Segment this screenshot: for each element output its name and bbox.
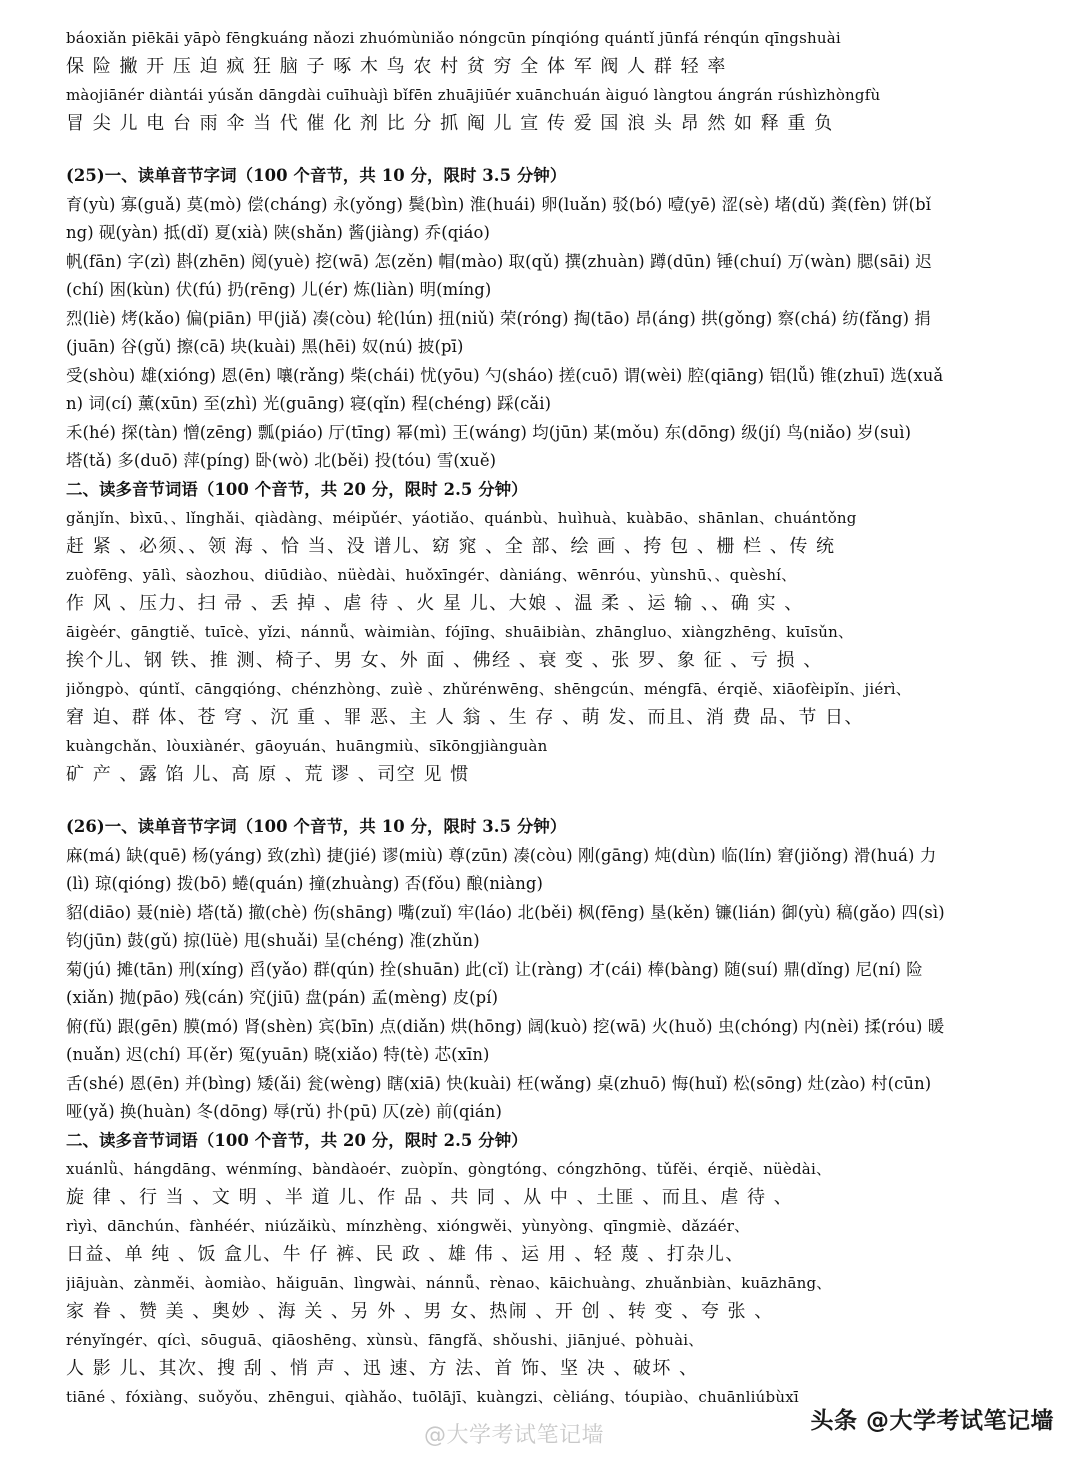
char-line: (xiǎn) 抛(pāo) 残(cán) 究(jiū) 盘(pán) 孟(mèng) 皮(pí) <box>66 988 499 1007</box>
hanzi-line: 旋 律 、行 当 、文 明 、半 道 儿、作 品 、共 同 、从 中 、土匪 、而且、虐 待 、 <box>66 1186 794 1208</box>
char-line: 舌(shé) 恩(ēn) 并(bìng) 矮(ǎi) 瓮(wèng) 瞎(xiā) 快(kuài) 枉(wǎng) 桌(zhuō) 悔(huǐ) 松(sōng) 灶(zào) 村(cūn) <box>66 1073 932 1093</box>
char-line: n) 词(cí) 薰(xūn) 至(zhì) 光(guāng) 寝(qǐn) 程(chéng) 踩(cǎi) <box>66 394 552 413</box>
watermark-toutiao: 头条 @大学考试笔记墙 <box>810 1408 1054 1434</box>
section-heading: 二、读多音节词语（100 个音节，共 20 分，限时 2.5 分钟） <box>66 1130 528 1150</box>
char-line: (nuǎn) 迟(chí) 耳(ěr) 冤(yuān) 晓(xiǎo) 特(tè) 芯(xīn) <box>66 1045 490 1064</box>
pinyin-line: kuàngchǎn、lòuxiànér、gāoyuán、huāngmiù、sīkōngjiànguàn <box>66 737 548 755</box>
section-heading: (25)一、读单音节字词（100 个音节，共 10 分，限时 3.5 分钟） <box>66 166 567 185</box>
char-line: 育(yù) 寡(guǎ) 莫(mò) 偿(cháng) 永(yǒng) 鬓(bìn) 淮(huái) 卵(luǎn) 驳(bó) 噎(yē) 涩(sè) 堵(dǔ) 粪(fèn) 饼(bǐ <box>66 194 932 214</box>
hanzi-line: 人 影 儿、其次、搜 刮 、悄 声 、迅 速、方 法、首 饰、坚 决 、破坏 、 <box>66 1357 699 1379</box>
hanzi-line: 挨个儿、钢 铁、推 测、椅子、男 女、外 面 、佛经 、衰 变 、张 罗、象 征 、亏 损 、 <box>66 649 823 671</box>
char-line: (chí) 困(kùn) 伏(fú) 扔(rēng) 儿(ér) 炼(liàn) 明(míng) <box>66 280 492 299</box>
char-line: ng) 砚(yàn) 抵(dǐ) 夏(xià) 陕(shǎn) 酱(jiàng) 乔(qiáo) <box>66 223 490 242</box>
char-line: 哑(yǎ) 换(huàn) 冬(dōng) 辱(rǔ) 扑(pū) 仄(zè) 前(qián) <box>66 1102 502 1121</box>
section-heading: 二、读多音节词语（100 个音节，共 20 分，限时 2.5 分钟） <box>66 479 528 499</box>
section-26 <box>66 813 1026 1412</box>
hanzi-line: 赶 紧 、必须、、领 海 、恰 当、没 谱儿、窈 窕 、全 部、绘 画 、挎 包 、栅 栏 、传 统 <box>66 535 836 557</box>
hanzi-line: 矿 产 、露 馅 儿、高 原 、荒 谬 、司空 见 惯 <box>66 763 470 785</box>
char-line: 烈(liè) 烤(kǎo) 偏(piān) 甲(jiǎ) 凑(còu) 轮(lún) 扭(niǔ) 荣(róng) 掏(tāo) 昂(áng) 拱(gǒng) 察(chá) 纺(fǎng) 捐 <box>66 308 931 328</box>
pinyin-line: āigèér、gāngtiě、tuīcè、yǐzi、nánnǚ、wàimiàn、fójīng、shuāibiàn、zhāngluo、xiàngzhēng、kuīsǔn、 <box>66 623 854 641</box>
hanzi-line: 窘 迫、群 体、苍 穹 、沉 重 、罪 恶、主 人 翁 、生 存 、萌 发、而且、消 费 品、节 日、 <box>66 706 865 728</box>
char-line: 帆(fān) 字(zì) 斟(zhēn) 阅(yuè) 挖(wā) 怎(zěn) 帽(mào) 取(qǔ) 撰(zhuàn) 蹲(dūn) 锤(chuí) 万(wàn) 腮(sāi) 迟 <box>66 251 932 271</box>
pinyin-line: gǎnjǐn、bìxū、、lǐnghǎi、qiàdàng、méipǔér、yáotiǎo、quánbù、huìhuà、kuàbāo、shānlan、chuántǒng <box>66 509 857 527</box>
char-line: (lì) 琼(qióng) 拨(bō) 蜷(quán) 撞(zhuàng) 否(fǒu) 酿(niàng) <box>66 874 543 893</box>
pinyin-line: zuòfēng、yālì、sàozhou、diūdiào、nüèdài、huǒxīngér、dàniáng、wēnróu、yùnshū、、quèshí、 <box>66 566 797 584</box>
pinyin-line: rìyì、dānchún、fànhéér、niúzǎikù、mínzhèng、xióngwěi、yùnyòng、qīngmiè、dǎzáér、 <box>66 1217 750 1235</box>
char-line: 塔(tǎ) 多(duō) 萍(píng) 卧(wò) 北(běi) 投(tóu) 雪(xuě) <box>66 451 497 470</box>
section-heading: (26)一、读单音节字词（100 个音节，共 10 分，限时 3.5 分钟） <box>66 817 567 836</box>
top-word-list <box>66 24 1026 138</box>
pinyin-line: xuánlǜ、hángdāng、wénmíng、bàndàoér、zuòpǐn、gòngtóng、cóngzhōng、tǔfěi、érqiě、nüèdài、 <box>66 1160 832 1178</box>
hanzi-line: 冒 尖 儿 电 台 雨 伞 当 代 催 化 剂 比 分 抓 阄 儿 宣 传 爱 国 浪 头 昂 然 如 释 重 负 <box>66 112 834 134</box>
char-line: 钧(jūn) 鼓(gǔ) 掠(lüè) 甩(shuǎi) 呈(chéng) 准(zhǔn) <box>66 931 480 950</box>
char-line: 禾(hé) 探(tàn) 憎(zēng) 瓢(piáo) 厅(tīng) 幂(mì) 王(wáng) 均(jūn) 某(mǒu) 东(dōng) 级(jí) 鸟(niǎo) 岁(suì) <box>66 422 912 442</box>
char-line: 麻(má) 缺(quē) 杨(yáng) 致(zhì) 捷(jié) 谬(miù) 尊(zūn) 凑(còu) 刚(gāng) 炖(dùn) 临(lín) 窘(jiǒng) 滑(huá) 力 <box>66 845 937 865</box>
pinyin-line: tiāné 、fóxiàng、suǒyǒu、zhēngui、qiàhǎo、tuōlājī、kuàngzi、cèliáng、tóupiào、chuānliúbùxī <box>66 1388 799 1406</box>
section-25 <box>66 162 1026 789</box>
hanzi-line: 作 风 、压力、扫 帚 、丢 掉 、虐 待 、火 星 儿、大娘 、温 柔 、运 输 、、确 实 、 <box>66 592 804 614</box>
document-page <box>66 24 1026 1412</box>
char-line: 俯(fǔ) 跟(gēn) 膜(mó) 肾(shèn) 宾(bīn) 点(diǎn) 烘(hōng) 阔(kuò) 挖(wā) 火(huǒ) 虫(chóng) 内(nèi) 揉(róu) 暖 <box>66 1016 945 1036</box>
pinyin-line: rényǐngér、qícì、sōuguā、qiāoshēng、xùnsù、fāngfǎ、shǒushi、jiānjué、pòhuài、 <box>66 1331 704 1349</box>
pinyin-line: màojiānér diàntái yúsǎn dāngdài cuīhuàjì bǐfēn zhuājiūér xuānchuán àiguó làngtou ángrán rúshìzhòngfù <box>66 86 881 104</box>
char-line: 受(shòu) 雄(xióng) 恩(ēn) 嚷(rǎng) 柴(chái) 忧(yōu) 勺(sháo) 搓(cuō) 谓(wèi) 腔(qiāng) 铝(lǚ) 锥(zhuī) 选(xuǎ <box>66 365 944 385</box>
hanzi-line: 日益、单 纯 、饭 盒儿、牛 仔 裤、民 政 、雄 伟 、运 用 、轻 蔑 、打杂儿、 <box>66 1243 745 1265</box>
pinyin-line: báoxiǎn piēkāi yāpò fēngkuáng nǎozi zhuómùniǎo nóngcūn pínqióng quántǐ jūnfá rénqún qīngshuài <box>66 29 841 47</box>
char-line: 貂(diāo) 聂(niè) 塔(tǎ) 撤(chè) 伤(shāng) 嘴(zuǐ) 牢(láo) 北(běi) 枫(fēng) 垦(kěn) 镰(lián) 御(yù) 稿(gǎo) 四(sì) <box>66 902 945 922</box>
pinyin-line: jiājuàn、zànměi、àomiào、hǎiguān、lìngwài、nánnǚ、rènao、kāichuàng、zhuǎnbiàn、kuāzhāng、 <box>66 1274 832 1292</box>
char-line: 菊(jú) 摊(tān) 刑(xíng) 舀(yǎo) 群(qún) 拴(shuān) 此(cǐ) 让(ràng) 才(cái) 棒(bàng) 随(suí) 鼎(dǐng) 尼(ní) 险 <box>66 959 923 979</box>
watermark-weibo: @大学考试笔记墙 <box>424 1423 605 1448</box>
pinyin-line: jiǒngpò、qúntǐ、cāngqióng、chénzhòng、zuìè 、zhǔrénwēng、shēngcún、méngfā、érqiě、xiāofèipǐn、jiérì、 <box>66 680 912 698</box>
hanzi-line: 家 眷 、赞 美 、奥妙 、海 关 、另 外 、男 女、热闹 、开 创 、转 变 、夸 张 、 <box>66 1300 774 1322</box>
char-line: (juān) 谷(gǔ) 擦(cā) 块(kuài) 黑(hēi) 奴(nú) 披(pī) <box>66 337 464 356</box>
hanzi-line: 保 险 撇 开 压 迫 疯 狂 脑 子 啄 木 鸟 农 村 贫 穷 全 体 军 阀 人 群 轻 率 <box>66 55 727 77</box>
